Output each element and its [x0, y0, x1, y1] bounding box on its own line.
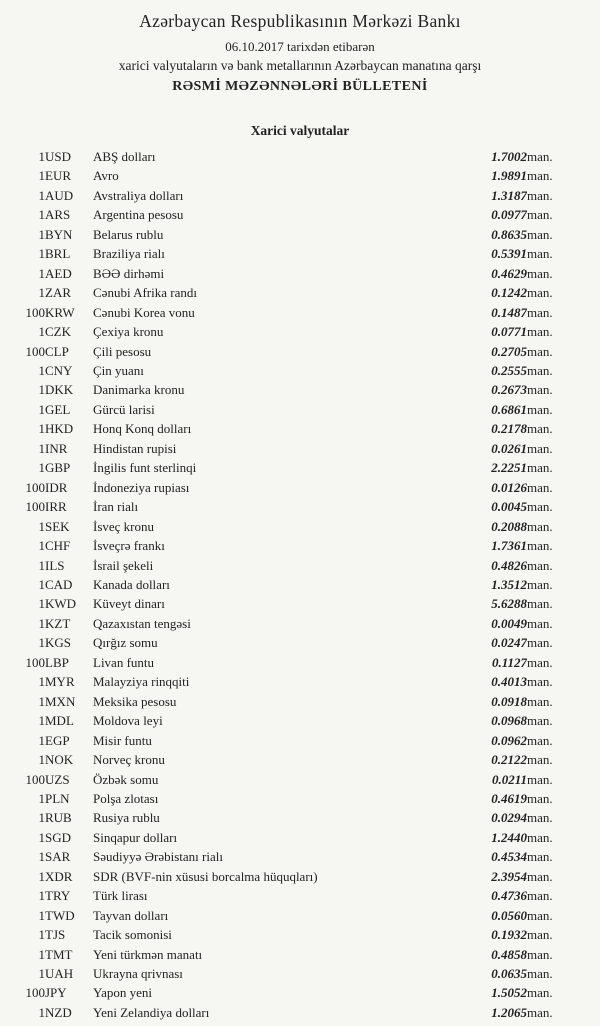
currency-name: Küveyt dinarı: [93, 596, 165, 612]
unit-label: man.: [527, 713, 553, 729]
rate-row: [0, 478, 600, 497]
unit-label: man.: [527, 654, 553, 670]
rate-row: [0, 419, 600, 438]
currency-code: UAH: [45, 966, 74, 982]
quantity-cell: 1: [38, 382, 45, 398]
currency-name: Norveç kronu: [93, 752, 165, 768]
rate-row: [0, 166, 600, 185]
rate-value: 0.0126: [491, 479, 527, 495]
quantity-cell: 1: [38, 518, 45, 534]
quantity-cell: 1: [38, 790, 45, 806]
subtitle-line: xarici valyutaların və bank metallarının Azərbaycan manatına qarşı: [118, 58, 482, 73]
unit-label: man.: [527, 674, 553, 690]
currency-code: AED: [45, 265, 72, 281]
quantity-cell: 1: [38, 401, 45, 417]
currency-name: Kanada dolları: [93, 576, 170, 592]
rate-row: [0, 653, 600, 672]
currency-name: İsrail şekeli: [93, 557, 154, 573]
currency-name: Avstraliya dolları: [93, 187, 184, 203]
rate-row: [0, 556, 600, 575]
quantity-cell: 1: [38, 713, 45, 729]
unit-label: man.: [527, 615, 553, 631]
currency-name: Braziliya rialı: [93, 246, 165, 262]
currency-name: Rusiya rublu: [93, 810, 160, 826]
currency-name: Hindistan rupisi: [93, 440, 177, 456]
quantity-cell: 1: [38, 207, 45, 223]
rate-value: 0.0918: [491, 693, 527, 709]
quantity-cell: 100: [25, 985, 45, 1001]
bulletin-header: [0, 0, 600, 95]
unit-label: man.: [527, 927, 553, 943]
quantity-cell: 1: [38, 946, 45, 962]
currency-name: İngilis funt sterlinqi: [93, 460, 197, 476]
quantity-cell: 1: [38, 149, 45, 164]
rate-row: [0, 205, 600, 224]
rate-row: [0, 342, 600, 361]
quantity-cell: 1: [38, 927, 45, 943]
unit-label: man.: [527, 810, 553, 826]
rate-value: 1.7002: [491, 149, 527, 164]
rate-value: 0.2088: [491, 518, 527, 534]
quantity-cell: 1: [38, 810, 45, 826]
rate-row: [0, 964, 600, 983]
rate-row: [0, 594, 600, 613]
rate-row: [0, 906, 600, 925]
currency-code: TRY: [45, 888, 71, 904]
currency-code: NOK: [45, 752, 74, 768]
rate-row: [0, 945, 600, 964]
unit-label: man.: [527, 946, 553, 962]
currency-name: Səudiyyə Ərəbistanı rialı: [93, 849, 223, 865]
quantity-cell: 1: [38, 1004, 45, 1020]
rate-value: 0.0968: [491, 713, 527, 729]
rate-value: 1.9891: [491, 168, 527, 184]
rate-row: [0, 283, 600, 302]
unit-label: man.: [527, 888, 553, 904]
currency-name: Cənubi Afrika randı: [93, 285, 197, 301]
quantity-cell: 1: [38, 421, 45, 437]
quantity-cell: 100: [25, 343, 45, 359]
rate-row: [0, 828, 600, 847]
currency-code: ZAR: [45, 285, 71, 301]
currency-code: GEL: [45, 401, 71, 417]
rate-value: 0.1487: [491, 304, 527, 320]
quantity-cell: 1: [38, 596, 45, 612]
quantity-cell: 1: [38, 849, 45, 865]
unit-label: man.: [527, 401, 553, 417]
currency-code: DKK: [45, 382, 74, 398]
rate-value: 0.4013: [491, 674, 527, 690]
quantity-cell: 1: [38, 576, 45, 592]
currency-code: CLP: [45, 343, 69, 359]
currency-code: NZD: [45, 1004, 72, 1020]
unit-label: man.: [527, 187, 553, 203]
rate-value: 5.6288: [491, 596, 527, 612]
currency-code: KGS: [45, 635, 72, 651]
currency-name: İndoneziya rupiası: [93, 479, 190, 495]
currency-name: Belarus rublu: [93, 226, 164, 242]
currency-code: CAD: [45, 576, 73, 592]
quantity-cell: 1: [38, 693, 45, 709]
rate-value: 0.1127: [491, 654, 527, 670]
quantity-cell: 1: [38, 538, 45, 554]
rate-row: [0, 1003, 600, 1022]
currency-name: İsveç kronu: [93, 518, 155, 534]
currency-code: USD: [45, 149, 72, 164]
rate-row: [0, 536, 600, 555]
section-title: Xarici valyutalar: [250, 123, 350, 138]
rate-value: 0.0211: [491, 771, 527, 787]
unit-label: man.: [527, 226, 553, 242]
rate-value: 0.0049: [491, 615, 527, 631]
currency-code: IDR: [45, 479, 68, 495]
currency-name: Argentina pesosu: [93, 207, 184, 223]
rate-row: [0, 225, 600, 244]
currency-code: ILS: [45, 557, 65, 573]
currency-name: Tacik somonisi: [93, 927, 172, 943]
rate-value: 2.3954: [491, 868, 527, 884]
currency-code: LBP: [45, 654, 69, 670]
quantity-cell: 1: [38, 615, 45, 631]
unit-label: man.: [527, 557, 553, 573]
rate-value: 0.1242: [491, 285, 527, 301]
currency-name: BƏƏ dirhəmi: [93, 265, 165, 281]
quantity-cell: 100: [25, 479, 45, 495]
unit-label: man.: [527, 829, 553, 845]
rate-row: [0, 789, 600, 808]
rate-row: [0, 244, 600, 263]
unit-label: man.: [527, 596, 553, 612]
rate-value: 0.2705: [491, 343, 527, 359]
quantity-cell: 100: [25, 654, 45, 670]
unit-label: man.: [527, 362, 553, 378]
rate-value: 0.0560: [491, 907, 527, 923]
quantity-cell: 1: [38, 635, 45, 651]
currency-name: Çexiya kronu: [93, 324, 164, 340]
rate-value: 0.0635: [491, 966, 527, 982]
unit-label: man.: [527, 518, 553, 534]
unit-label: man.: [527, 421, 553, 437]
currency-name: İran rialı: [93, 499, 139, 515]
unit-label: man.: [527, 693, 553, 709]
rate-value: 0.4534: [491, 849, 527, 865]
quantity-cell: 1: [38, 187, 45, 203]
currency-code: CZK: [45, 324, 71, 340]
currency-code: IRR: [45, 499, 67, 515]
currency-name: Özbək somu: [93, 771, 159, 787]
rate-row: [0, 750, 600, 769]
quantity-cell: 1: [38, 732, 45, 748]
rate-row: [0, 497, 600, 516]
currency-name: Qırğız somu: [93, 635, 158, 651]
rates-table: [0, 147, 600, 1022]
currency-name: Livan funtu: [93, 654, 155, 670]
quantity-cell: 1: [38, 362, 45, 378]
unit-label: man.: [527, 460, 553, 476]
rate-row: [0, 731, 600, 750]
currency-name: Yapon yeni: [93, 985, 152, 1001]
currency-code: CNY: [45, 362, 73, 378]
rate-value: 0.2178: [491, 421, 527, 437]
currency-code: KRW: [45, 304, 75, 320]
currency-code: RUB: [45, 810, 72, 826]
currency-name: Meksika pesosu: [93, 693, 177, 709]
currency-code: TMT: [45, 946, 73, 962]
currency-code: INR: [45, 440, 68, 456]
unit-label: man.: [527, 207, 553, 223]
quantity-cell: 1: [38, 674, 45, 690]
unit-label: man.: [527, 382, 553, 398]
quantity-cell: 1: [38, 557, 45, 573]
unit-label: man.: [527, 985, 553, 1001]
rate-value: 0.2555: [491, 362, 527, 378]
rate-row: [0, 770, 600, 789]
rate-row: [0, 575, 600, 594]
rate-value: 0.0261: [491, 440, 527, 456]
unit-label: man.: [527, 635, 553, 651]
rate-row: [0, 458, 600, 477]
quantity-cell: 1: [38, 868, 45, 884]
rate-value: 0.0294: [491, 810, 527, 826]
rate-row: [0, 886, 600, 905]
currency-name: Ukrayna qrivnası: [93, 966, 183, 982]
unit-label: man.: [527, 479, 553, 495]
rate-value: 0.0771: [491, 324, 527, 340]
quantity-cell: 1: [38, 440, 45, 456]
rate-row: [0, 264, 600, 283]
currency-code: EUR: [45, 168, 71, 184]
currency-code: BYN: [45, 226, 73, 242]
unit-label: man.: [527, 771, 553, 787]
rate-value: 2.2251: [491, 460, 527, 476]
rate-value: 1.7361: [491, 538, 527, 554]
quantity-cell: 1: [38, 226, 45, 242]
currency-code: KWD: [45, 596, 77, 612]
rate-row: [0, 380, 600, 399]
rate-row: [0, 692, 600, 711]
quantity-cell: 1: [38, 966, 45, 982]
currency-name: Avro: [93, 168, 119, 184]
rate-value: 1.5052: [491, 985, 527, 1001]
currency-name: Cənubi Korea vonu: [93, 304, 195, 320]
quantity-cell: 1: [38, 285, 45, 301]
unit-label: man.: [527, 285, 553, 301]
currency-code: SEK: [45, 518, 70, 534]
rate-value: 0.6861: [491, 401, 527, 417]
rate-row: [0, 303, 600, 322]
rate-row: [0, 147, 600, 166]
currency-name: Çin yuanı: [93, 362, 144, 378]
quantity-cell: 1: [38, 265, 45, 281]
rate-row: [0, 711, 600, 730]
currency-code: MDL: [45, 713, 74, 729]
rates-table-body: [0, 147, 600, 1022]
currency-name: Polşa zlotası: [93, 790, 159, 806]
currency-code: MXN: [45, 693, 76, 709]
quantity-cell: 1: [38, 829, 45, 845]
currency-code: SAR: [45, 849, 71, 865]
currency-code: GBP: [45, 460, 71, 476]
rate-value: 0.2122: [491, 752, 527, 768]
rate-row: [0, 672, 600, 691]
currency-code: KZT: [45, 615, 71, 631]
currency-code: AUD: [45, 187, 74, 203]
currency-name: Misir funtu: [93, 732, 152, 748]
rate-value: 1.3187: [491, 187, 527, 203]
rate-row: [0, 925, 600, 944]
rate-row: [0, 867, 600, 886]
unit-label: man.: [527, 440, 553, 456]
unit-label: man.: [527, 752, 553, 768]
unit-label: man.: [527, 732, 553, 748]
currency-name: Qazaxıstan tengəsi: [93, 615, 191, 631]
unit-label: man.: [527, 868, 553, 884]
currency-code: BRL: [45, 246, 71, 262]
currency-code: ARS: [45, 207, 71, 223]
currency-code: PLN: [45, 790, 70, 806]
currency-code: CHF: [45, 538, 71, 554]
rate-row: [0, 322, 600, 341]
rate-value: 0.4619: [491, 790, 527, 806]
rate-value: 0.0247: [491, 635, 527, 651]
unit-label: man.: [527, 168, 553, 184]
rate-value: 0.0962: [491, 732, 527, 748]
currency-code: EGP: [45, 732, 70, 748]
rate-row: [0, 517, 600, 536]
quantity-cell: 100: [25, 304, 45, 320]
unit-label: man.: [527, 538, 553, 554]
bank-name: Azərbaycan Respublikasının Mərkəzi Bankı: [139, 11, 461, 31]
rate-value: 0.0977: [491, 207, 527, 223]
quantity-cell: 100: [25, 499, 45, 515]
currency-code: TJS: [45, 927, 66, 943]
effective-date-line: 06.10.2017 tarixdən etibarən: [225, 39, 375, 54]
rate-row: [0, 847, 600, 866]
rate-value: 0.4736: [491, 888, 527, 904]
currency-code: UZS: [45, 771, 70, 787]
rate-value: 0.4629: [491, 265, 527, 281]
quantity-cell: 1: [38, 752, 45, 768]
currency-code: SGD: [45, 829, 72, 845]
unit-label: man.: [527, 149, 553, 164]
rate-row: [0, 614, 600, 633]
quantity-cell: 1: [38, 324, 45, 340]
currency-name: Danimarka kronu: [93, 382, 185, 398]
quantity-cell: 1: [38, 246, 45, 262]
quantity-cell: 1: [38, 888, 45, 904]
rate-value: 1.2065: [491, 1004, 527, 1020]
rate-value: 1.3512: [491, 576, 527, 592]
rate-row: [0, 633, 600, 652]
currency-name: Yeni türkmən manatı: [93, 946, 203, 962]
unit-label: man.: [527, 790, 553, 806]
currency-name: Çili pesosu: [93, 343, 152, 359]
currency-name: Moldova leyi: [93, 713, 163, 729]
quantity-cell: 1: [38, 460, 45, 476]
currency-name: ABŞ dolları: [93, 149, 156, 164]
currency-name: Yeni Zelandiya dolları: [93, 1004, 210, 1020]
currency-name: İsveçrə frankı: [93, 538, 165, 554]
unit-label: man.: [527, 966, 553, 982]
rate-row: [0, 361, 600, 380]
rate-row: [0, 400, 600, 419]
unit-label: man.: [527, 1004, 553, 1020]
quantity-cell: 1: [38, 907, 45, 923]
unit-label: man.: [527, 907, 553, 923]
rate-value: 0.4858: [491, 946, 527, 962]
quantity-cell: 1: [38, 168, 45, 184]
currency-code: JPY: [45, 985, 67, 1001]
rate-value: 0.0045: [491, 499, 527, 515]
unit-label: man.: [527, 324, 553, 340]
currency-name: Gürcü larisi: [93, 401, 155, 417]
currency-name: Malayziya rinqqiti: [93, 674, 190, 690]
currency-code: TWD: [45, 907, 75, 923]
currency-code: XDR: [45, 868, 73, 884]
unit-label: man.: [527, 849, 553, 865]
currency-name: Honq Konq dolları: [93, 421, 192, 437]
rate-value: 0.2673: [491, 382, 527, 398]
currency-code: HKD: [45, 421, 74, 437]
rate-value: 0.8635: [491, 226, 527, 242]
rate-value: 0.1932: [491, 927, 527, 943]
unit-label: man.: [527, 576, 553, 592]
unit-label: man.: [527, 304, 553, 320]
rate-value: 1.2440: [491, 829, 527, 845]
unit-label: man.: [527, 499, 553, 515]
rate-row: [0, 808, 600, 827]
rate-row: [0, 439, 600, 458]
currency-name: Sinqapur dolları: [93, 829, 178, 845]
rate-value: 0.4826: [491, 557, 527, 573]
rate-row: [0, 186, 600, 205]
unit-label: man.: [527, 265, 553, 281]
unit-label: man.: [527, 343, 553, 359]
rate-value: 0.5391: [491, 246, 527, 262]
bulletin-title: RƏSMİ MƏZƏNNƏLƏRİ BÜLLETENİ: [172, 79, 428, 94]
unit-label: man.: [527, 246, 553, 262]
currency-name: SDR (BVF-nin xüsusi borcalma hüquqları): [93, 868, 318, 884]
currency-name: Türk lirası: [93, 888, 148, 904]
rate-row: [0, 983, 600, 1002]
currency-code: MYR: [45, 674, 75, 690]
quantity-cell: 100: [25, 771, 45, 787]
currency-name: Tayvan dolları: [93, 907, 169, 923]
